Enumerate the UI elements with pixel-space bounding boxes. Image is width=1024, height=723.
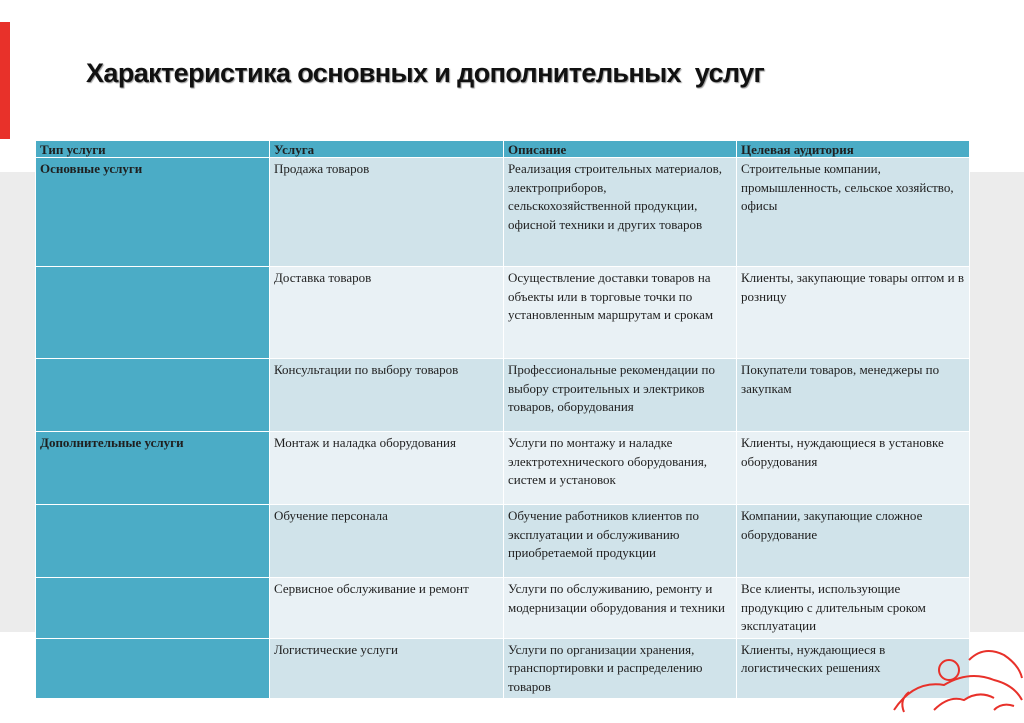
service-cell: Доставка товаров (270, 267, 504, 359)
service-type-cell (36, 505, 270, 578)
description-cell: Услуги по монтажу и наладке электротехнического оборудования, систем и установок (504, 432, 737, 505)
table-row (36, 578, 970, 639)
service-cell: Логистические услуги (270, 638, 504, 699)
service-cell: Обучение персонала (270, 505, 504, 578)
service-cell: Консультации по выбору товаров (270, 359, 504, 432)
audience-cell: Клиенты, нуждающиеся в логистических решениях (737, 638, 970, 699)
description-cell: Осуществление доставки товаров на объекты или в торговые точки по установленным маршрутам и срокам (504, 267, 737, 359)
header-service-type: Тип услуги (36, 141, 270, 158)
service-type-cell (36, 267, 270, 359)
audience-cell: Компании, закупающие сложное оборудование (737, 505, 970, 578)
description-cell: Профессиональные рекомендации по выбору строительных и электриков товаров, оборудования (504, 359, 737, 432)
services-table (35, 140, 970, 699)
description-cell: Реализация строительных материалов, электроприборов, сельскохозяйственной продукции, офисной техники и других товаров (504, 158, 737, 267)
service-type-cell: Дополнительные услуги (36, 432, 270, 505)
header-description: Описание (504, 141, 737, 158)
audience-cell: Все клиенты, использующие продукцию с длительным сроком эксплуатации (737, 578, 970, 639)
service-cell: Монтаж и наладка оборудования (270, 432, 504, 505)
description-cell: Услуги по обслуживанию, ремонту и модернизации оборудования и техники (504, 578, 737, 639)
audience-cell: Клиенты, закупающие товары оптом и в розницу (737, 267, 970, 359)
accent-bar (0, 22, 10, 139)
decorative-ornament-icon (874, 640, 1024, 715)
service-type-cell (36, 578, 270, 639)
table-row (36, 505, 970, 578)
service-type-cell (36, 359, 270, 432)
service-cell: Продажа товаров (270, 158, 504, 267)
table-row (36, 638, 970, 699)
table-row (36, 359, 970, 432)
service-type-cell: Основные услуги (36, 158, 270, 267)
description-cell: Услуги по организации хранения, транспортировки и распределению товаров (504, 638, 737, 699)
header-target-audience: Целевая аудитория (737, 141, 970, 158)
service-cell: Сервисное обслуживание и ремонт (270, 578, 504, 639)
table-row (36, 267, 970, 359)
slide-title: Характеристика основных и дополнительных услуг (86, 58, 765, 88)
table-header-row (36, 141, 970, 158)
service-type-cell (36, 638, 270, 699)
audience-cell: Строительные компании, промышленность, сельское хозяйство, офисы (737, 158, 970, 267)
description-cell: Обучение работников клиентов по эксплуатации и обслуживанию приобретаемой продукции (504, 505, 737, 578)
audience-cell: Клиенты, нуждающиеся в установке оборудования (737, 432, 970, 505)
table-row (36, 432, 970, 505)
table-row (36, 158, 970, 267)
audience-cell: Покупатели товаров, менеджеры по закупкам (737, 359, 970, 432)
header-service: Услуга (270, 141, 504, 158)
